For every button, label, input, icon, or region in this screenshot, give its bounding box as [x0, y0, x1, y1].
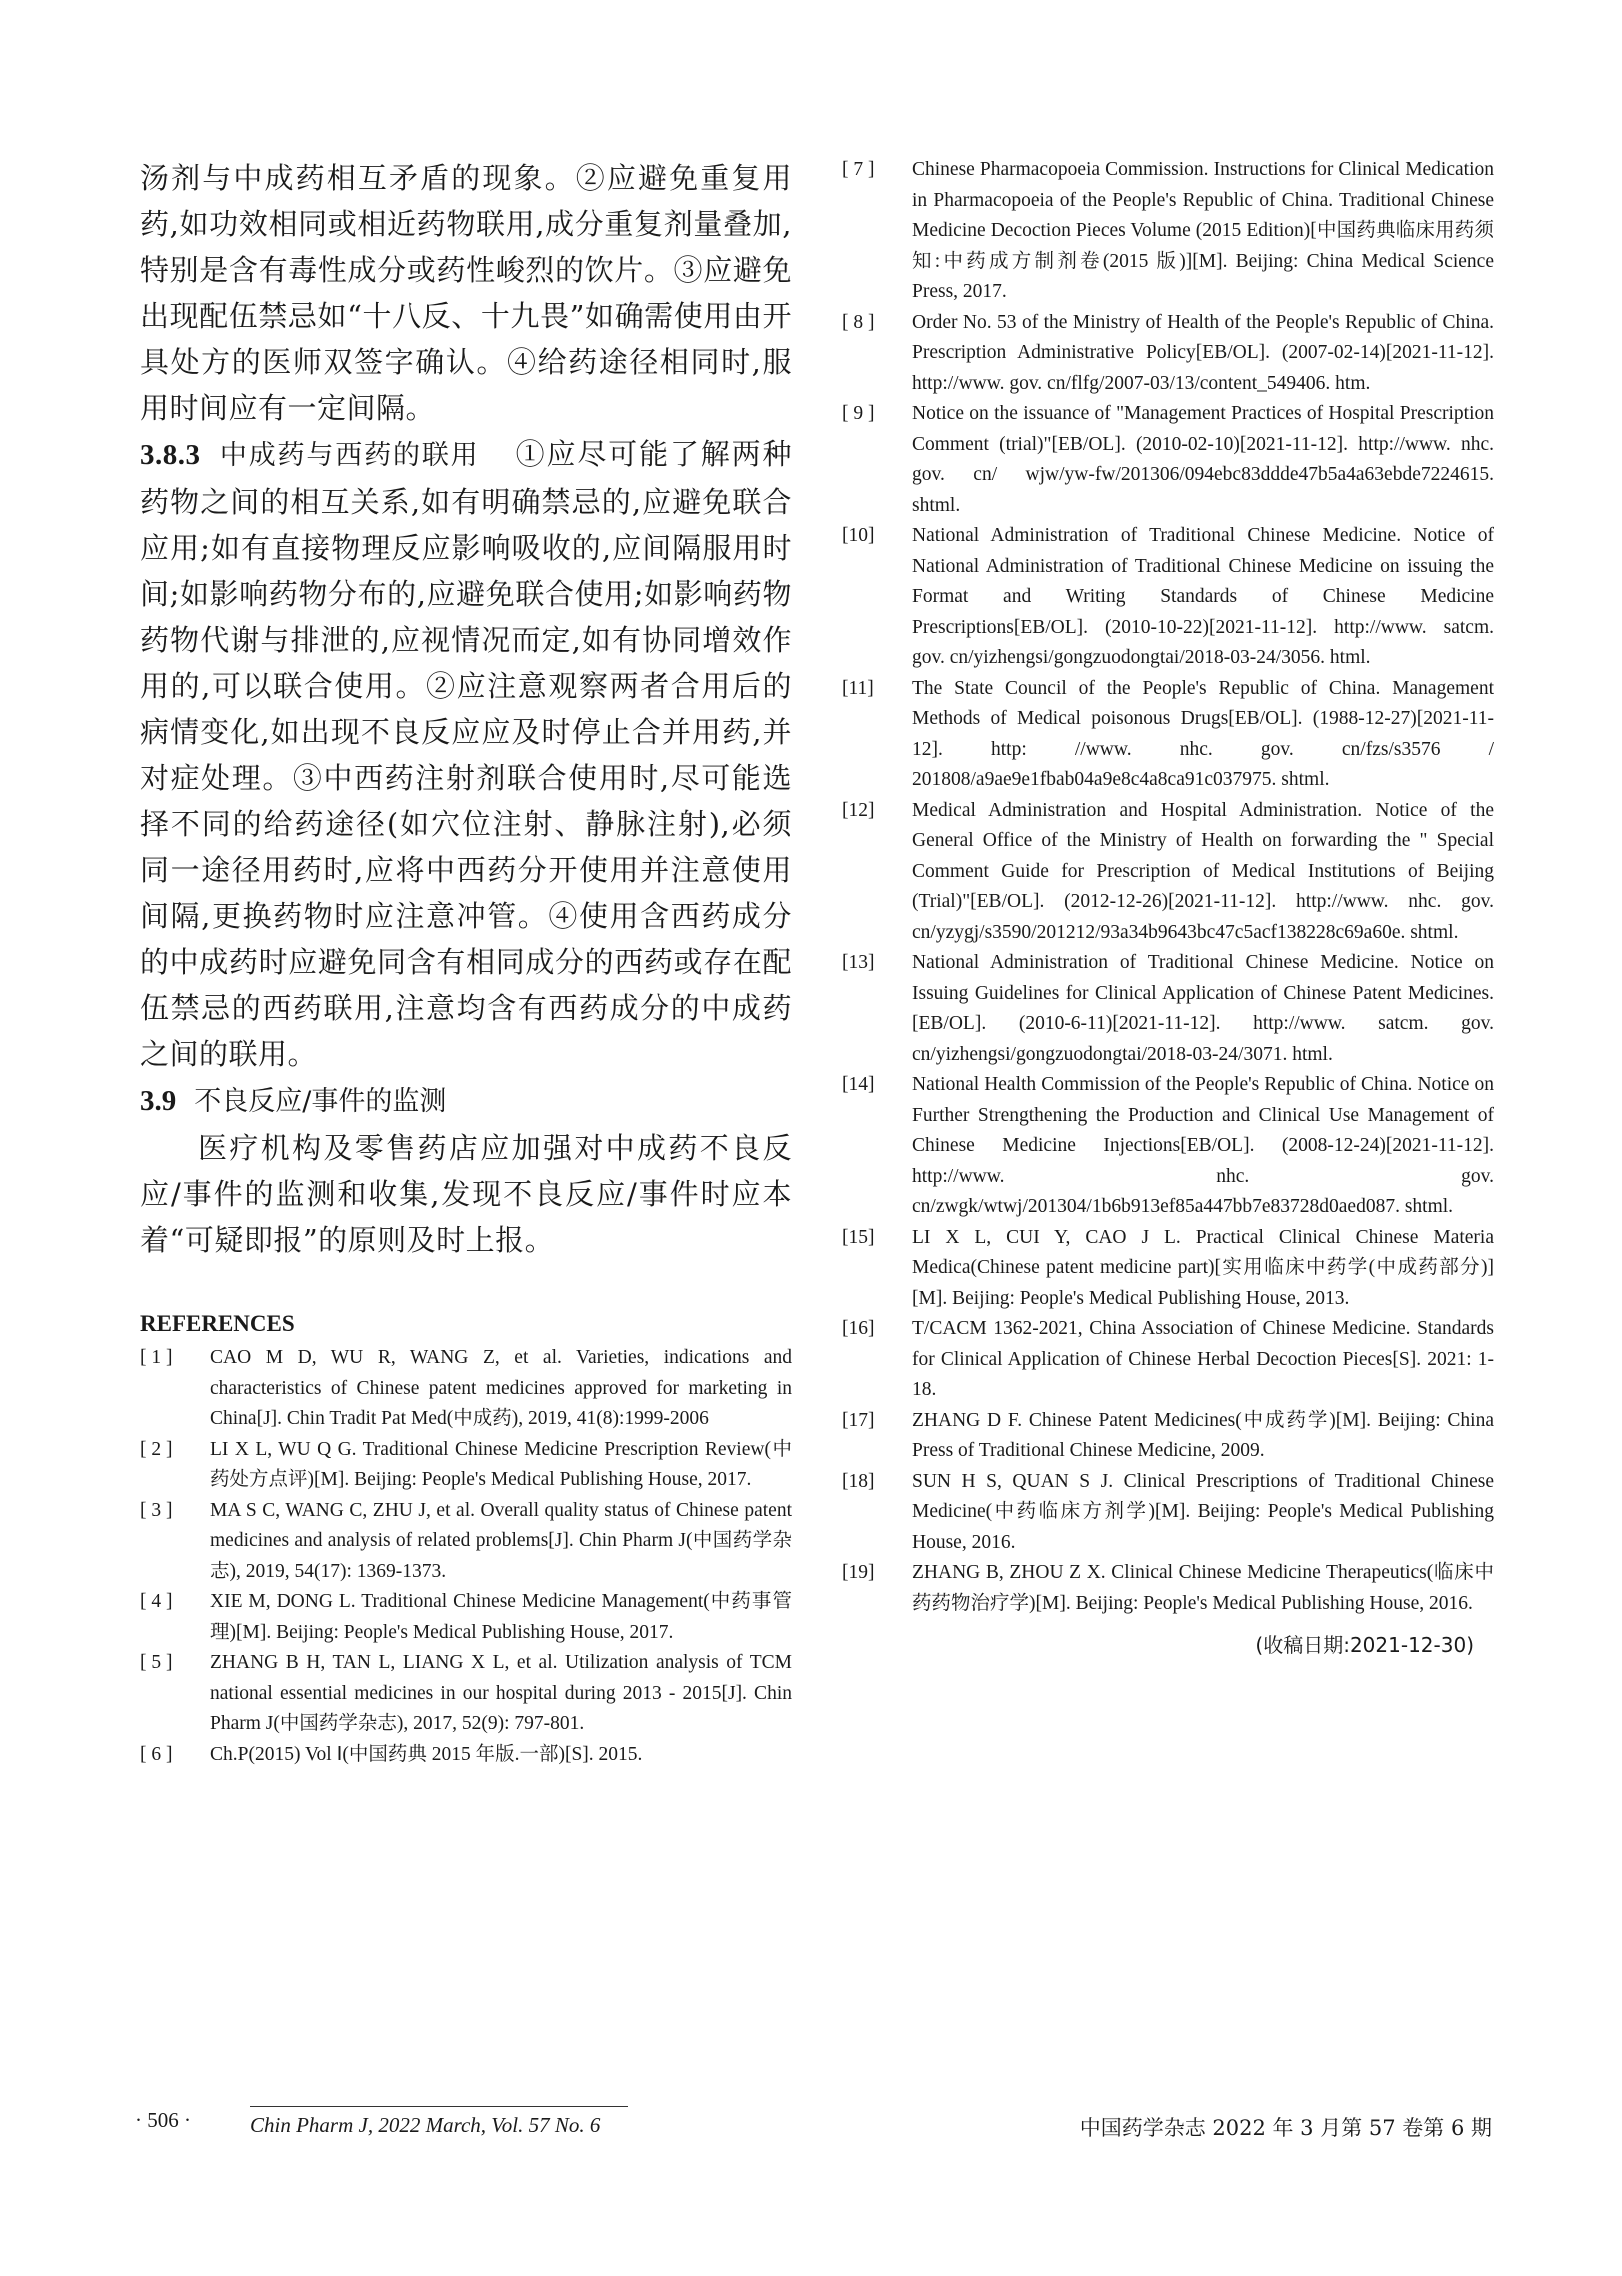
references-title: REFERENCES — [140, 1311, 295, 1336]
reference-number: [18] — [842, 1470, 875, 1492]
reference-text: LI X L, CUI Y, CAO J L. Practical Clinical Chinese Materia Medica(Chinese patent medicine part)[实用临床中药学(中成药部分)][M]. Beijing: People's Medical Publishing House, 2013. — [912, 1226, 1494, 1309]
reference-number: [ 9 ] — [842, 403, 875, 424]
reference-number: [ 7 ] — [842, 159, 875, 180]
references-list-left — [140, 1343, 792, 1770]
reference-number: [ 4 ] — [140, 1591, 173, 1612]
reference-text: ZHANG D F. Chinese Patent Medicines(中成药学)[M]. Beijing: China Press of Traditional Chinese Medicine, 2009. — [912, 1409, 1494, 1461]
reference-number: [12] — [842, 799, 875, 821]
reference-item — [140, 1740, 792, 1771]
page-footer — [0, 2108, 1622, 2148]
journal-citation-en: Chin Pharm J, 2022 March, Vol. 57 No. 6 — [250, 2106, 628, 2138]
reference-text: ZHANG B H, TAN L, LIANG X L, et al. Utilization analysis of TCM national essential medicines in our hospital during 2013 - 2015[J]. Chin Pharm J(中国药学杂志), 2017, 52(9): 797-801. — [210, 1652, 792, 1734]
reference-item — [842, 308, 1494, 400]
page-number: · 506 · — [135, 2108, 191, 2132]
reference-text: Ch.P(2015) Vol Ⅰ(中国药典 2015 年版.一部)[S]. 2015. — [210, 1743, 643, 1765]
reference-item — [140, 1648, 792, 1740]
reference-number: [ 1 ] — [140, 1347, 173, 1368]
section-title: 中成药与西药的联用 — [218, 440, 480, 471]
section-title: 不良反应/事件的监测 — [194, 1086, 447, 1117]
reference-number: [15] — [842, 1226, 875, 1248]
reference-number: [ 5 ] — [140, 1652, 173, 1673]
reference-number: [ 8 ] — [842, 311, 875, 333]
reference-text: SUN H S, QUAN S J. Clinical Prescriptions of Traditional Chinese Medicine(中药临床方剂学)[M]. Beijing: People's Medical Publishing House, 2016. — [912, 1470, 1494, 1553]
section-number: 3.8.3 — [140, 439, 201, 471]
section-3-9-heading — [140, 1077, 792, 1125]
reference-item — [842, 1223, 1494, 1315]
reference-item — [140, 1435, 792, 1496]
section-3-8-3 — [140, 431, 792, 1077]
reference-text: National Administration of Traditional Chinese Medicine. Notice on Issuing Guidelines for Clinical Application of Chinese Patent Medicines. [EB/OL]. (2010-6-11)[2021-11-12]. http://www. satcm. gov. cn/yizhengsi/gongzuodongtai/2018-03-24/3071. html. — [912, 952, 1494, 1065]
reference-item — [842, 1314, 1494, 1406]
reference-text: National Health Commission of the People's Republic of China. Notice on Further Strengthening the Production and Clinical Use Management of Chinese Medicine Injections[EB/OL]. (2008-12-24)[2021-11-12]. http://www. nhc. gov. cn/zwgk/wtwj/201304/1b6b913ef85a447bb7e83728d0aed087. shtml. — [912, 1074, 1494, 1217]
reference-number: [17] — [842, 1409, 875, 1431]
reference-number: [10] — [842, 525, 875, 546]
reference-item — [842, 796, 1494, 949]
reference-item — [842, 1070, 1494, 1223]
reference-item — [842, 948, 1494, 1070]
references-list-right — [842, 155, 1494, 1619]
reference-text: Chinese Pharmacopoeia Commission. Instructions for Clinical Medication in Pharmacopoeia of the People's Republic of China. Traditional Chinese Medicine Decoction Pieces Volume (2015 Edition)[中国药典临床用药须知:中药成方制剂卷(2015 版)][M]. Beijing: China Medical Science Press, 2017. — [912, 159, 1494, 302]
section-text: ①应尽可能了解两种药物之间的相互关系,如有明确禁忌的,应避免联合应用;如有直接物理反应影响吸收的,应间隔服用时间;如影响药物分布的,应避免联合使用;如影响药物药物代谢与排泄的,应视情况而定,如有协同增效作用的,可以联合使用。②应注意观察两者合用后的病情变化,如出现不良反应应及时停止合并用药,并对症处理。③中西药注射剂联合使用时,尽可能选择不同的给药途径(如穴位注射、静脉注射),必须同一途径用药时,应将中西药分开使用并注意使用间隔,更换药物时应注意冲管。④使用含西药成分的中成药时应避免同含有相同成分的西药或存在配伍禁忌的西药联用,注意均含有西药成分的中成药之间的联用。 — [140, 437, 792, 1071]
reference-item — [140, 1587, 792, 1648]
reference-text: The State Council of the People's Republic of China. Management Methods of Medical poisonous Drugs[EB/OL]. (1988-12-27)[2021-11-12]. http: //www. nhc. gov. cn/fzs/s3576 / 201808/a9ae9e1fbab04a9e8c4a8ca91c037975. shtml. — [912, 677, 1494, 790]
reference-item — [842, 155, 1494, 308]
reference-item — [842, 1467, 1494, 1559]
reference-number: [ 6 ] — [140, 1743, 173, 1765]
reference-text: CAO M D, WU R, WANG Z, et al. Varieties, indications and characteristics of Chinese patent medicines approved for marketing in China[J]. Chin Tradit Pat Med(中成药), 2019, 41(8):1999-2006 — [210, 1347, 792, 1429]
reference-number: [14] — [842, 1074, 875, 1095]
reference-number: [11] — [842, 677, 874, 699]
reference-item — [842, 674, 1494, 796]
section-number: 3.9 — [140, 1085, 177, 1117]
reference-item — [842, 521, 1494, 674]
reference-text: ZHANG B, ZHOU Z X. Clinical Chinese Medicine Therapeutics(临床中药药物治疗学)[M]. Beijing: People's Medical Publishing House, 2016. — [912, 1562, 1494, 1614]
reference-item — [842, 399, 1494, 521]
reference-text: MA S C, WANG C, ZHU J, et al. Overall quality status of Chinese patent medicines and analysis of related problems[J]. Chin Pharm J(中国药学杂志), 2019, 54(17): 1369-1373. — [210, 1499, 792, 1582]
reference-text: Order No. 53 of the Ministry of Health of the People's Republic of China. Prescription Administrative Policy[EB/OL]. (2007-02-14)[2021-11-12]. http://www. gov. cn/flfg/2007-03/13/content_549406. htm. — [912, 311, 1494, 394]
reference-text: Medical Administration and Hospital Administration. Notice of the General Office of the Ministry of Health on forwarding the " Special Comment Guide for Prescription of Medical Institutions of Beijing (Trial)"[EB/OL]. (2012-12-26)[2021-11-12]. http://www. nhc. gov. cn/yzygj/s3590/201212/93a34b9643bc47c5acf138228c69a60e. shtml. — [912, 799, 1494, 943]
reference-text: LI X L, WU Q G. Traditional Chinese Medicine Prescription Review(中药处方点评)[M]. Beijing: People's Medical Publishing House, 2017. — [210, 1438, 792, 1490]
reference-item — [140, 1343, 792, 1435]
left-column — [140, 155, 792, 1770]
reference-number: [ 2 ] — [140, 1438, 173, 1460]
body-paragraph-1: 汤剂与中成药相互矛盾的现象。②应避免重复用药,如功效相同或相近药物联用,成分重复剂量叠加,特别是含有毒性成分或药性峻烈的饮片。③应避免出现配伍禁忌如“十八反、十九畏”如确需使用由开具处方的医师双签字确认。④给药途径相同时,服用时间应有一定间隔。 — [140, 161, 792, 425]
reference-text: XIE M, DONG L. Traditional Chinese Medicine Management(中药事管理)[M]. Beijing: People's Medical Publishing House, 2017. — [210, 1591, 792, 1643]
reference-number: [19] — [842, 1562, 875, 1583]
reference-number: [16] — [842, 1318, 875, 1339]
reference-item — [140, 1496, 792, 1588]
section-3-9-text: 医疗机构及零售药店应加强对中成药不良反应/事件的监测和收集,发现不良反应/事件时应本着“可疑即报”的原则及时上报。 — [140, 1131, 792, 1257]
journal-citation-cn: 中国药学杂志 2022 年 3 月第 57 卷第 6 期 — [1079, 2116, 1492, 2140]
reference-item — [842, 1558, 1494, 1619]
received-date: (收稿日期:2021-12-30) — [1255, 1633, 1474, 1657]
reference-text: T/CACM 1362-2021, China Association of Chinese Medicine. Standards for Clinical Application of Chinese Herbal Decoction Pieces[S]. 2021: 1-18. — [912, 1318, 1494, 1400]
reference-number: [ 3 ] — [140, 1499, 173, 1521]
reference-number: [13] — [842, 952, 875, 973]
reference-item — [842, 1406, 1494, 1467]
reference-text: Notice on the issuance of "Management Practices of Hospital Prescription Comment (trial)"[EB/OL]. (2010-02-10)[2021-11-12]. http://www. nhc. gov. cn/ wjw/yw-fw/201306/094ebc83ddde47b5a4a63ebde7224615. shtml. — [912, 403, 1494, 516]
reference-text: National Administration of Traditional Chinese Medicine. Notice of National Administration of Traditional Chinese Medicine on issuing the Format and Writing Standards of Chinese Medicine Prescriptions[EB/OL]. (2010-10-22)[2021-11-12]. http://www. satcm. gov. cn/yizhengsi/gongzuodongtai/2018-03-24/3056. html. — [912, 525, 1494, 668]
right-column — [842, 155, 1494, 1658]
